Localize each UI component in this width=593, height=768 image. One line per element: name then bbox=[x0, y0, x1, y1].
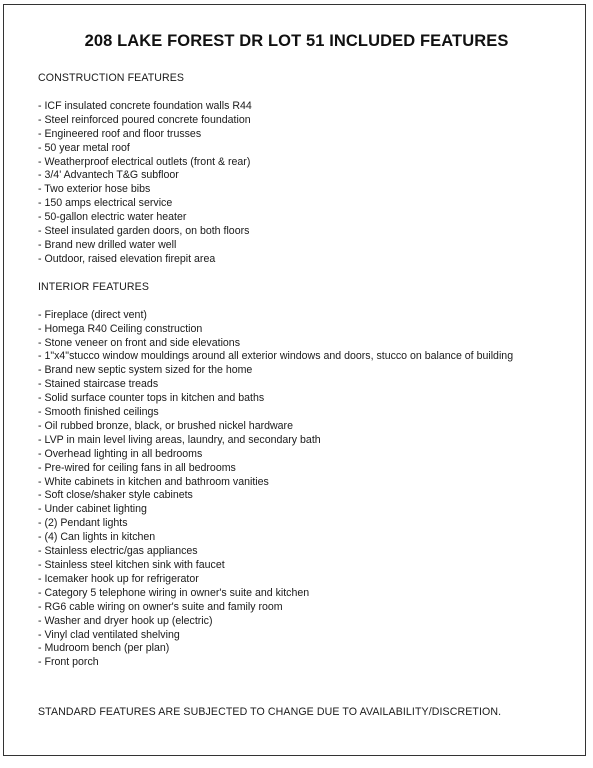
features-content bbox=[38, 72, 583, 670]
feature-item: - Category 5 telephone wiring in owner's suite and kitchen bbox=[38, 586, 310, 599]
feature-item: - RG6 cable wiring on owner's suite and family room bbox=[38, 600, 283, 613]
feature-item: - Stainless steel kitchen sink with faucet bbox=[38, 559, 225, 571]
feature-item: - Stone veneer on front and side elevations bbox=[38, 336, 241, 349]
feature-item: - Steel reinforced poured concrete foundation bbox=[38, 113, 251, 126]
interior-features-list bbox=[38, 309, 583, 671]
feature-item: - (4) Can lights in kitchen bbox=[38, 531, 156, 544]
disclaimer-note: STANDARD FEATURES ARE SUBJECTED TO CHANGE DUE TO AVAILABILITY/DISCRETION. bbox=[38, 706, 502, 718]
feature-item: - ICF insulated concrete foundation walls R44 bbox=[38, 99, 252, 112]
feature-item: - Stainless electric/gas appliances bbox=[38, 545, 198, 558]
feature-item: - Front porch bbox=[38, 656, 99, 669]
feature-item: - Outdoor, raised elevation firepit area bbox=[38, 252, 216, 265]
feature-item: - Steel insulated garden doors, on both floors bbox=[38, 225, 250, 238]
feature-item: - Under cabinet lighting bbox=[38, 503, 147, 516]
feature-item: - 50-gallon electric water heater bbox=[38, 211, 187, 224]
feature-item: - 1"x4"stucco window mouldings around all exterior windows and doors, stucco on balance of building bbox=[38, 350, 514, 363]
feature-item: - Icemaker hook up for refrigerator bbox=[38, 572, 199, 585]
feature-item: - Smooth finished ceilings bbox=[38, 406, 159, 419]
spacer bbox=[38, 295, 583, 309]
feature-item: - Vinyl clad ventilated shelving bbox=[38, 628, 180, 641]
feature-item: - Two exterior hose bibs bbox=[38, 183, 151, 196]
feature-item: - LVP in main level living areas, laundry, and secondary bath bbox=[38, 433, 321, 446]
feature-item: - Homega R40 Ceiling construction bbox=[38, 322, 203, 335]
construction-features-list bbox=[38, 100, 583, 267]
feature-item: - 3/4' Advantech T&G subfloor bbox=[38, 169, 179, 182]
feature-item: - White cabinets in kitchen and bathroom vanities bbox=[38, 475, 269, 488]
feature-item: - Brand new drilled water well bbox=[38, 238, 177, 251]
feature-item: - Solid surface counter tops in kitchen and baths bbox=[38, 392, 265, 405]
feature-item: - (2) Pendant lights bbox=[38, 517, 128, 530]
feature-item: - Brand new septic system sized for the home bbox=[38, 364, 253, 377]
feature-item: - Pre-wired for ceiling fans in all bedrooms bbox=[38, 461, 236, 474]
feature-item: - Overhead lighting in all bedrooms bbox=[38, 447, 203, 460]
feature-item: - Engineered roof and floor trusses bbox=[38, 127, 202, 140]
feature-item: - Mudroom bench (per plan) bbox=[38, 642, 170, 655]
spacer bbox=[38, 86, 583, 100]
feature-item: - Fireplace (direct vent) bbox=[38, 308, 147, 321]
feature-item: - 50 year metal roof bbox=[38, 141, 130, 154]
feature-item: - Soft close/shaker style cabinets bbox=[38, 489, 193, 502]
feature-item: - 150 amps electrical service bbox=[38, 197, 173, 210]
feature-item: - Weatherproof electrical outlets (front & rear) bbox=[38, 155, 251, 168]
construction-features-heading: CONSTRUCTION FEATURES bbox=[38, 72, 185, 84]
feature-item: - Washer and dryer hook up (electric) bbox=[38, 614, 213, 627]
feature-item: - Stained staircase treads bbox=[38, 378, 159, 391]
spacer bbox=[38, 267, 583, 281]
interior-features-heading: INTERIOR FEATURES bbox=[38, 280, 149, 293]
feature-item: - Oil rubbed bronze, black, or brushed nickel hardware bbox=[38, 419, 293, 432]
document-title: 208 LAKE FOREST DR LOT 51 INCLUDED FEATURES bbox=[84, 32, 509, 50]
